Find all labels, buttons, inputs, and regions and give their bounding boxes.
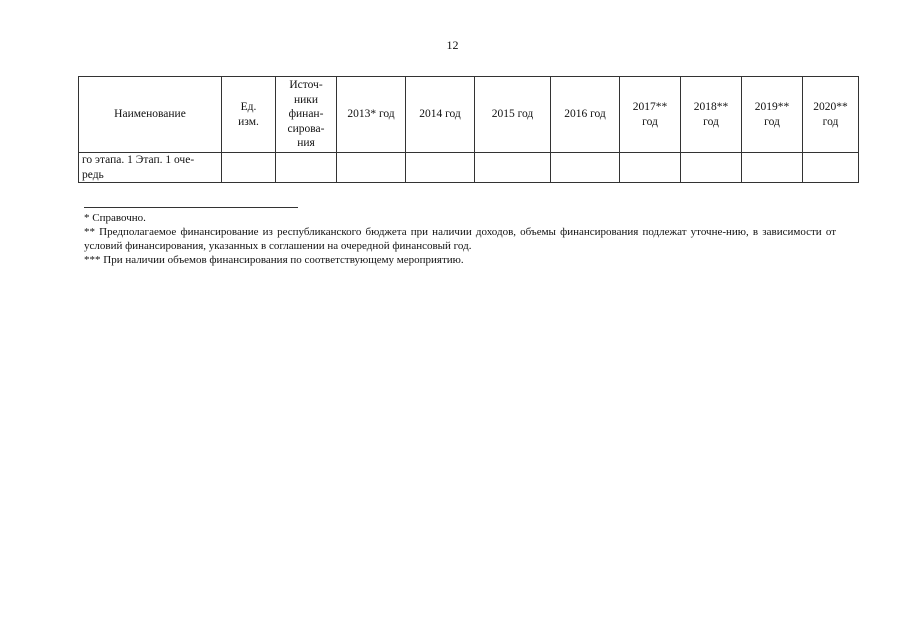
cell-2018 [681, 153, 742, 183]
header-2014: 2014 год [406, 77, 475, 153]
header-2019: 2019** год [742, 77, 803, 153]
header-unit: Ед. изм. [222, 77, 276, 153]
financing-table [78, 76, 859, 183]
footnote-1: * Справочно. [84, 212, 146, 224]
header-2015: 2015 год [475, 77, 551, 153]
table-header-row [79, 77, 859, 153]
header-2013: 2013* год [337, 77, 406, 153]
cell-unit [222, 153, 276, 183]
footnote-2: ** Предполагаемое финансирование из республиканского бюджета при наличии доходов, объемы финансирования подлежат уточне-нию, в зависимости от условий финансирования, указанных в соглашении на очередной финансовый год. [84, 226, 836, 252]
cell-2019 [742, 153, 803, 183]
footnote-divider [84, 207, 298, 208]
page-number: 12 [446, 38, 459, 52]
table-row [79, 153, 859, 183]
header-2020: 2020** год [803, 77, 859, 153]
cell-name: го этапа. 1 Этап. 1 оче- редь [79, 153, 222, 183]
cell-2015 [475, 153, 551, 183]
header-2017: 2017** год [620, 77, 681, 153]
cell-2014 [406, 153, 475, 183]
header-sources: Источ- ники финан- сирова- ния [276, 77, 337, 153]
cell-2020 [803, 153, 859, 183]
cell-2017 [620, 153, 681, 183]
header-2018: 2018** год [681, 77, 742, 153]
cell-2013 [337, 153, 406, 183]
header-2016: 2016 год [551, 77, 620, 153]
footnote-3: *** При наличии объемов финансирования по соответствующему мероприятию. [84, 254, 464, 266]
header-name: Наименование [79, 77, 222, 153]
cell-sources [276, 153, 337, 183]
footnotes [84, 211, 836, 267]
cell-2016 [551, 153, 620, 183]
